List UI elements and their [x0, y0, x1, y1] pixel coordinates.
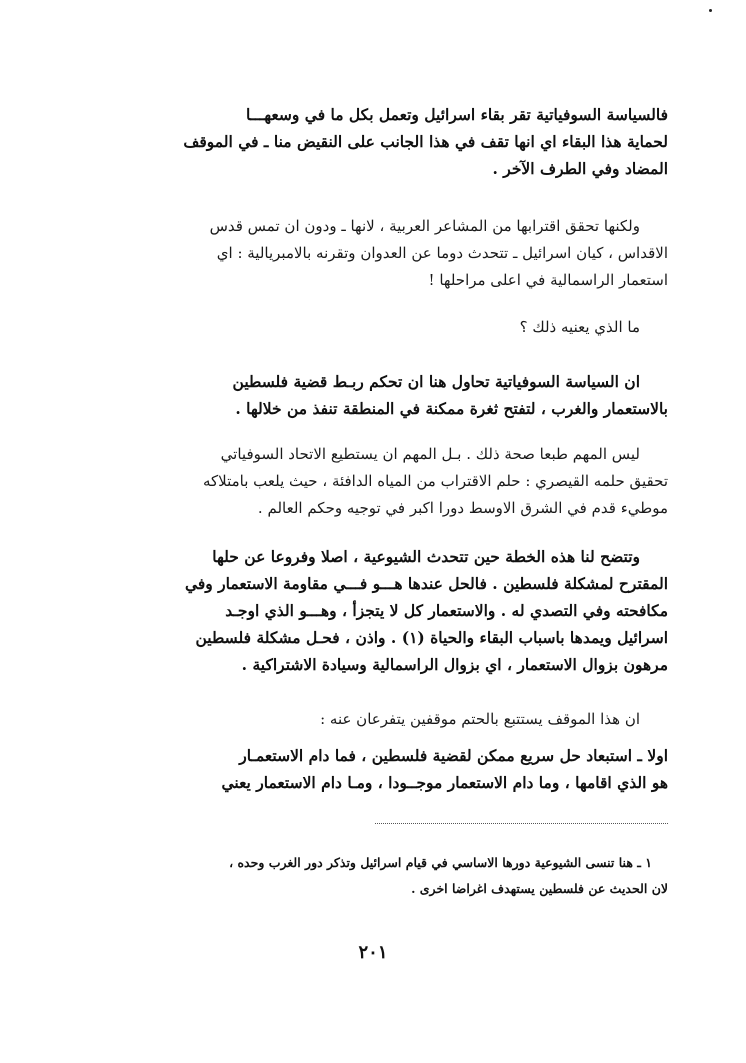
- paragraph-line: تحقيق حلمه القيصري : حلم الاقتراب من المياه الدافئة ، حيث يلعب بامتلاكه: [202, 472, 668, 490]
- paragraph-line: اولا ـ استبعاد حل سريع ممكن لقضية فلسطين ، فما دام الاستعمـار: [239, 746, 668, 765]
- paragraph-line: موطيء قدم في الشرق الاوسط دورا اكبر في توجيه وحكم العالم .: [257, 499, 668, 517]
- footnote-line: لان الحديث عن فلسطين يستهدف اغراضا اخرى .: [411, 881, 668, 896]
- paragraph-line: مرهون بزوال الاستعمار ، اي بزوال الراسمالية وسيادة الاشتراكية .: [241, 655, 668, 674]
- paragraph-line: المقترح لمشكلة فلسطين . فالحل عندها هـــو فـــي مقاومة الاستعمار وفي: [184, 574, 668, 593]
- paragraph-line: ما الذي يعنيه ذلك ؟: [519, 318, 640, 336]
- paragraph-line: لحماية هذا البقاء اي انها تقف في هذا الجانب على النقيض منا ـ في الموقف: [183, 132, 668, 151]
- paragraph-line: مكافحته وفي التصدي له . والاستعمار كل لا يتجزأ ، وهـــو الذي اوجـد: [225, 601, 668, 620]
- scan-speck: [709, 9, 712, 12]
- paragraph-2: [80, 213, 668, 294]
- paragraph-4: [80, 368, 668, 422]
- paragraph-1: [80, 101, 668, 182]
- footnote: [80, 850, 668, 902]
- paragraph-7: [80, 706, 668, 733]
- paragraph-line: بالاستعمار والغرب ، لتفتح ثغرة ممكنة في المنطقة تنفذ من خلالها .: [235, 399, 668, 418]
- paragraph-line: ولكنها تحقق اقترابها من المشاعر العربية ، لانها ـ ودون ان تمس قدس: [209, 217, 640, 235]
- paragraph-line: اسرائيل ويمدها باسباب البقاء والحياة (١) . واذن ، فحـل مشكلة فلسطين: [195, 628, 668, 647]
- paragraph-line: ليس المهم طبعا صحة ذلك . بـل المهم ان يستطيع الاتحاد السوفياتي: [220, 445, 640, 463]
- paragraph-line: ان هذا الموقف يستتبع بالحتم موقفين يتفرعان عنه :: [320, 710, 640, 728]
- paragraph-line: استعمار الراسمالية في اعلى مراحلها !: [428, 271, 668, 289]
- paragraph-line: فالسياسة السوفياتية تقر بقاء اسرائيل وتعمل بكل ما في وسعهـــا: [245, 105, 668, 124]
- paragraph-3: [80, 314, 668, 341]
- paragraph-line: المضاد وفي الطرف الآخر .: [492, 159, 668, 178]
- paragraph-line: الاقداس ، كيان اسرائيل ـ تتحدث دوما عن العدوان وتقرنه بالامبريالية : اي: [216, 244, 668, 262]
- page-number: ٢٠١: [358, 942, 388, 963]
- paragraph-line: وتتضح لنا هذه الخطة حين تتحدث الشيوعية ، اصلا وفروعا عن حلها: [212, 547, 640, 566]
- footnote-line: ١ ـ هنا تنسى الشيوعية دورها الاساسي في قيام اسرائيل وتذكر دور الغرب وحده ،: [229, 855, 652, 870]
- paragraph-line: ان السياسة السوفياتية تحاول هنا ان تحكم ربـط قضية فلسطين: [232, 372, 640, 391]
- paragraph-6: [80, 543, 668, 678]
- footnote-separator: [375, 823, 668, 824]
- paragraph-5: [80, 441, 668, 522]
- paragraph-8: [80, 742, 668, 796]
- paragraph-line: هو الذي اقامها ، وما دام الاستعمار موجــودا ، ومـا دام الاستعمار يعني: [221, 773, 668, 792]
